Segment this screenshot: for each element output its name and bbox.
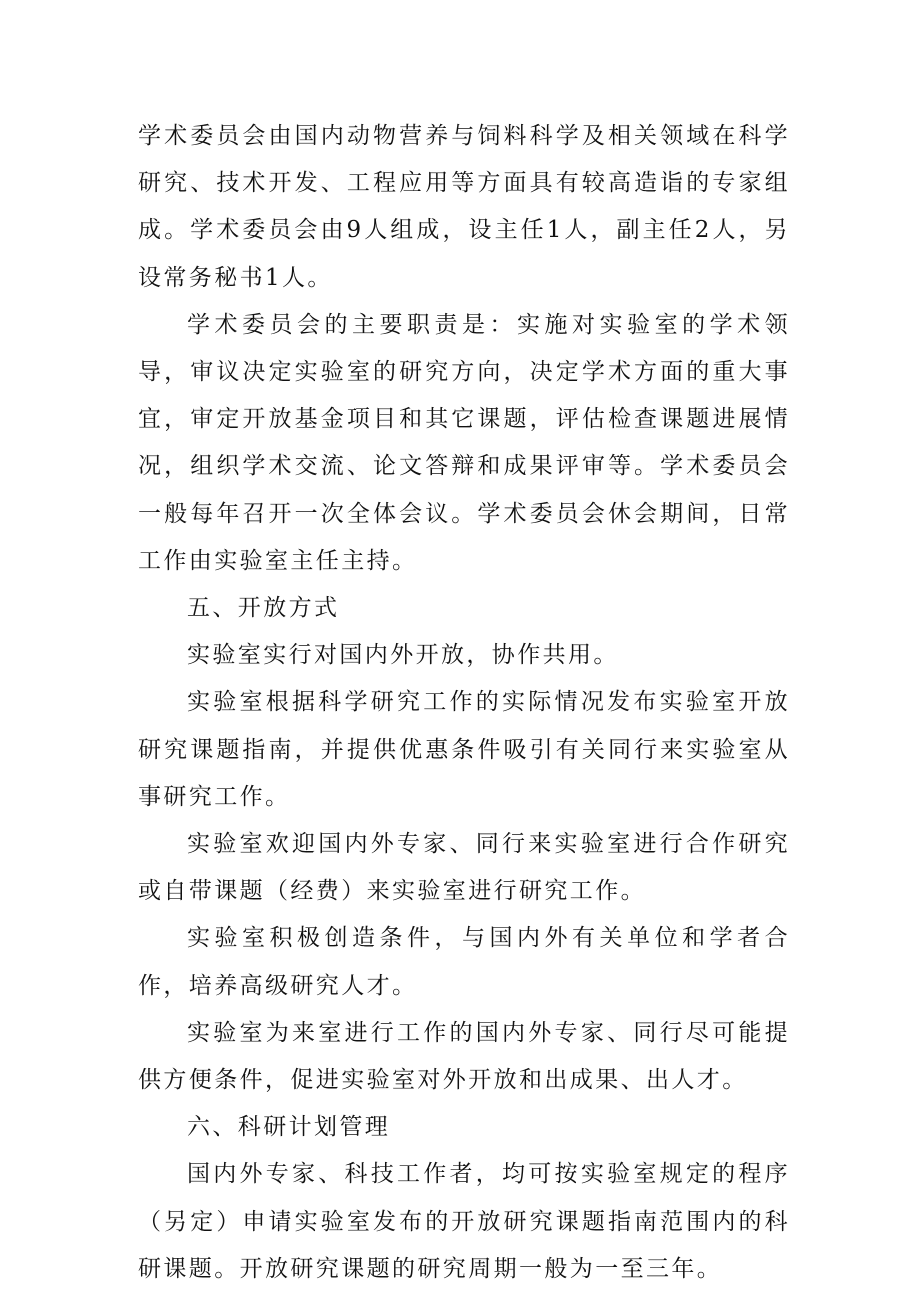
section-heading-open-mode: 五、开放方式 — [187, 595, 340, 622]
paragraph-convenience: 实验室为来室进行工作的国内外专家、同行尽可能提供方便条件，促进实验室对外开放和出成果、出人才。 — [138, 1019, 790, 1094]
document-body — [138, 113, 790, 1293]
paragraph-committee-composition: 学术委员会由国内动物营养与饲料科学及相关领域在科学研究、技术开发、工程应用等方面具有较高造诣的专家组成。学术委员会由9人组成，设主任1人，副主任2人，另设常务秘书1人。 — [138, 123, 790, 291]
paragraph-application-procedure: 国内外专家、科技工作者，均可按实验室规定的程序（另定）申请实验室发布的开放研究课题指南范围内的科研课题。开放研究课题的研究周期一般为一至三年。 — [138, 1161, 790, 1282]
paragraph-welcome-experts: 实验室欢迎国内外专家、同行来实验室进行合作研究或自带课题（经费）来实验室进行研究工作。 — [138, 831, 790, 905]
paragraph-open-cooperation: 实验室实行对国内外开放，协作共用。 — [187, 642, 619, 669]
paragraph-research-guide: 实验室根据科学研究工作的实际情况发布实验室开放研究课题指南，并提供优惠条件吸引有关同行来实验室从事研究工作。 — [138, 689, 790, 810]
paragraph-talent-training: 实验室积极创造条件，与国内外有关单位和学者合作，培养高级研究人才。 — [138, 925, 790, 999]
paragraph-committee-duties: 学术委员会的主要职责是：实施对实验室的学术领导，审议决定实验室的研究方向，决定学术方面的重大事宜，审定开放基金项目和其它课题，评估检查课题进展情况，组织学术交流、论文答辩和成果评审等。学术委员会一般每年召开一次全体会议。学术委员会休会期间，日常工作由实验室主任主持。 — [138, 311, 790, 574]
section-heading-research-plan: 六、科研计划管理 — [187, 1114, 391, 1141]
